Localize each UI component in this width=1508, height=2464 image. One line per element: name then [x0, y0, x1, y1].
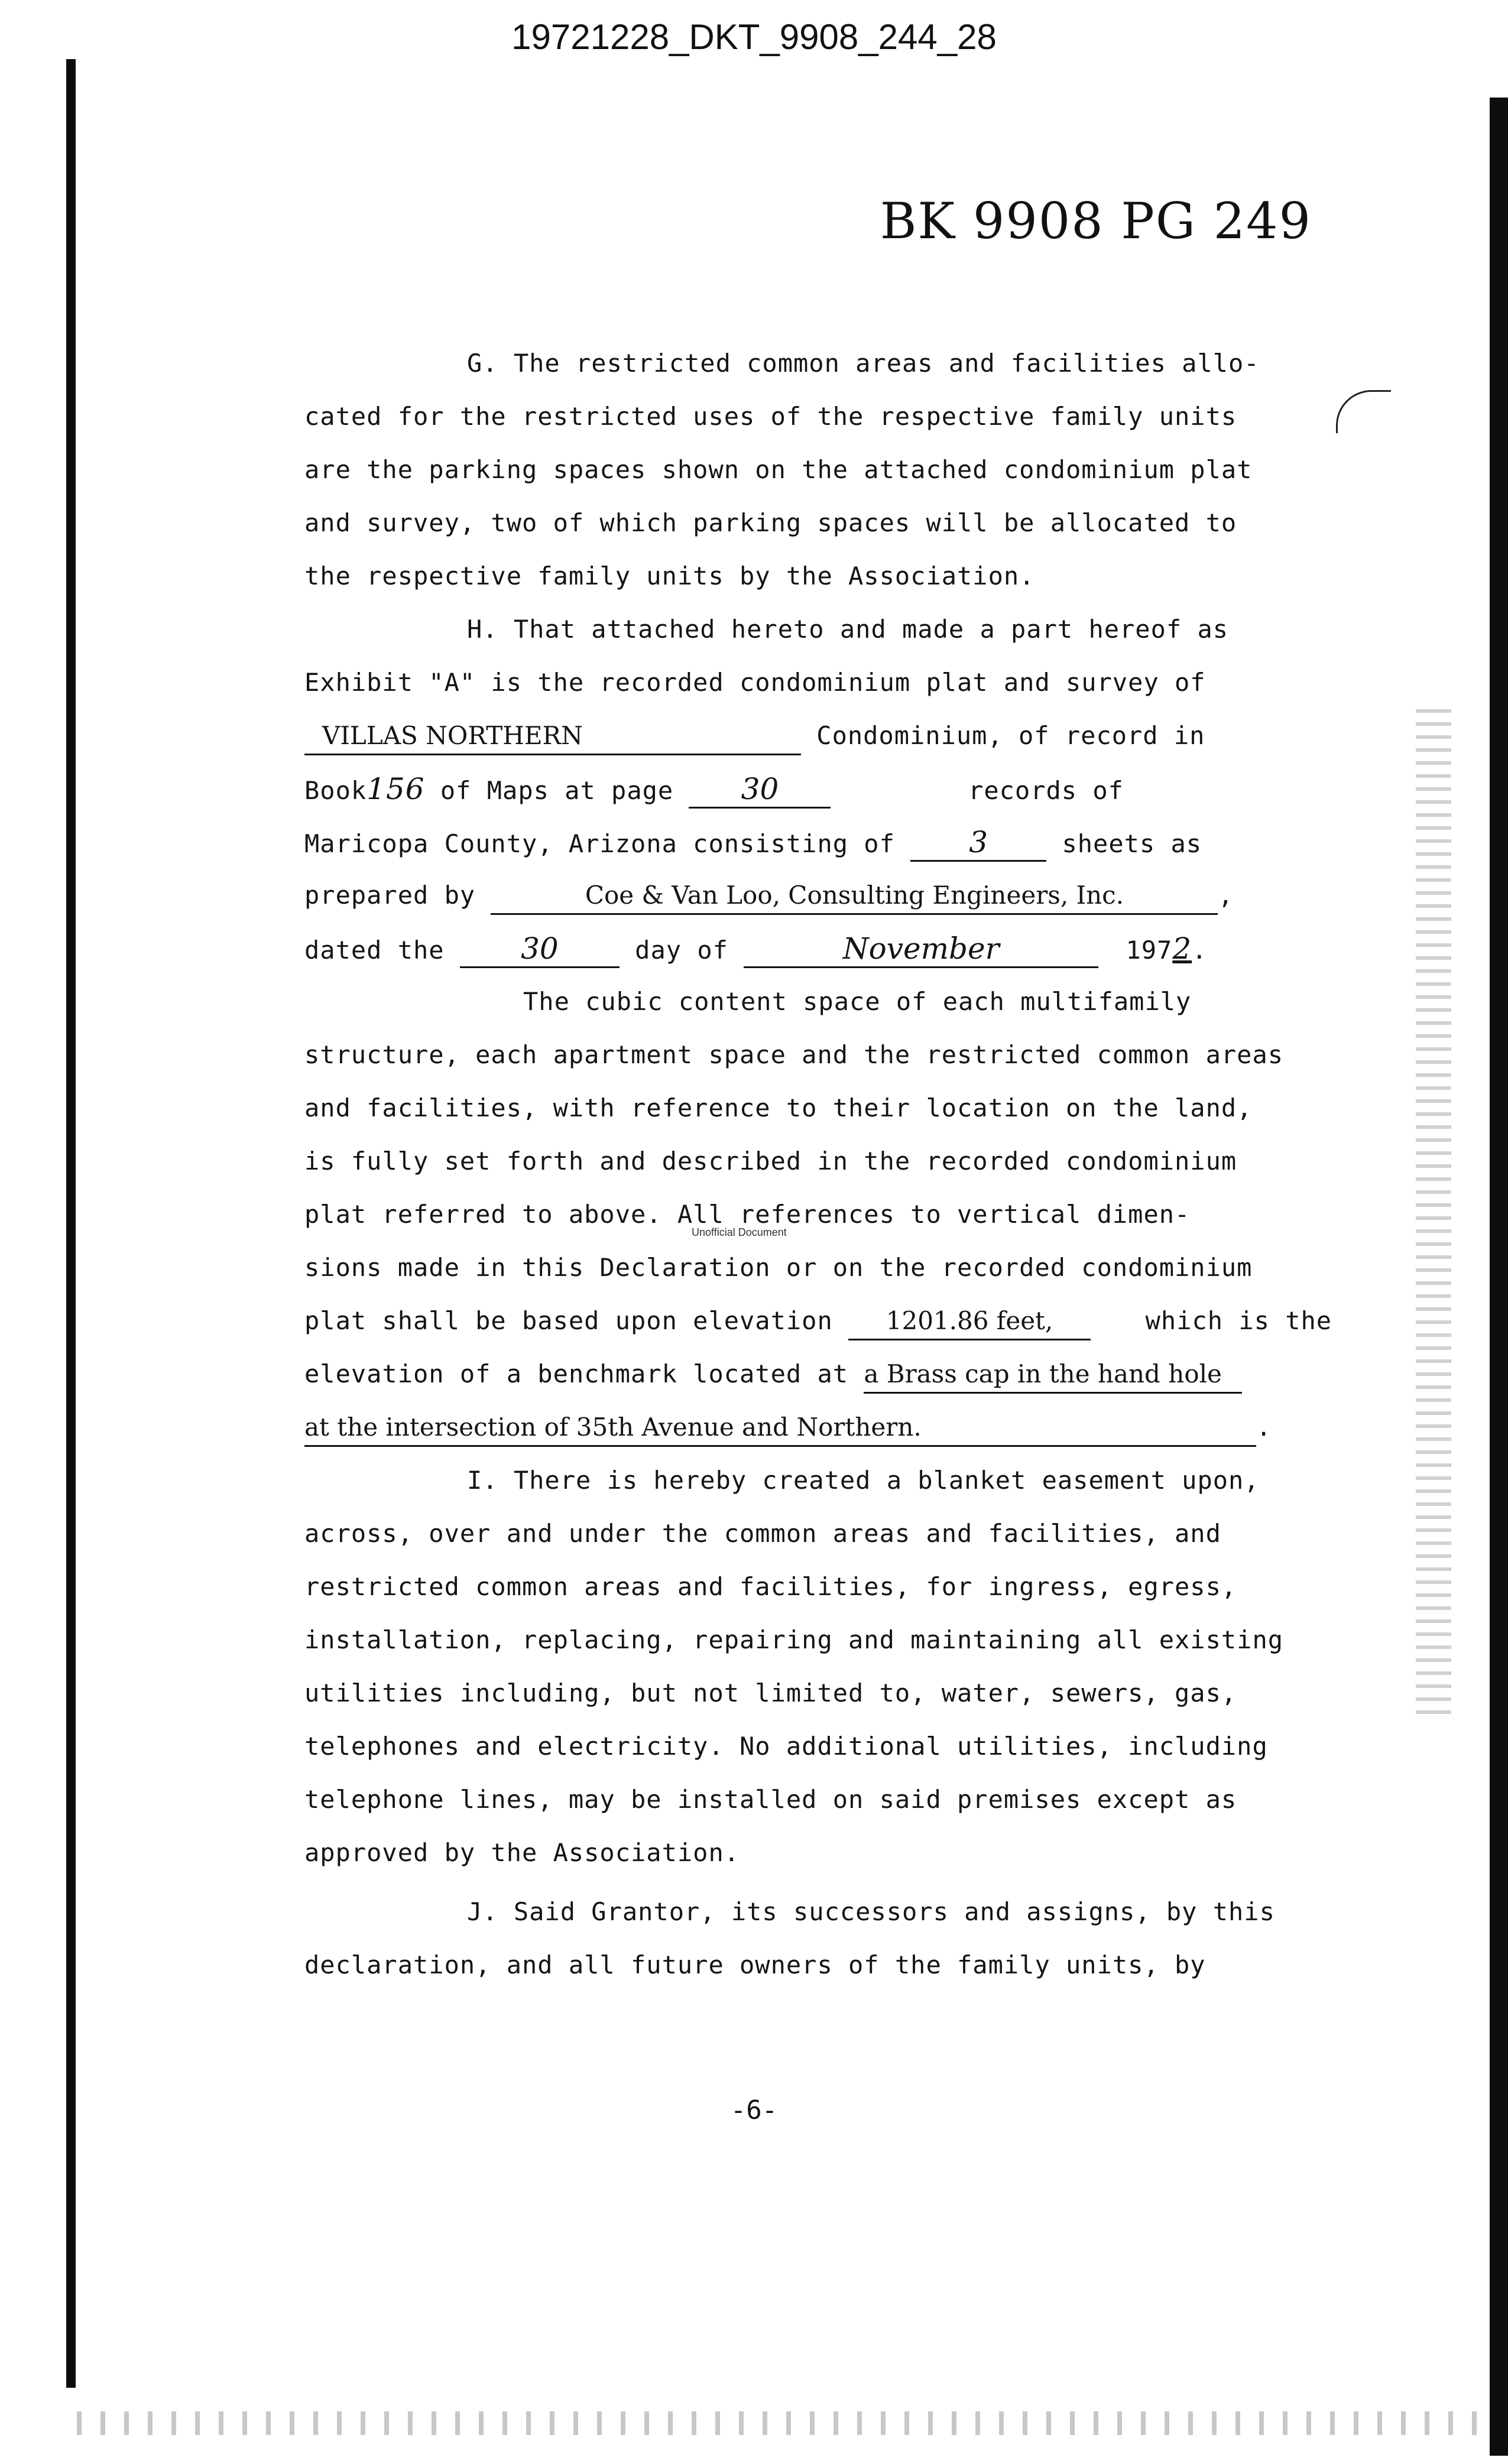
i-line-7: telephone lines, may be installed on said premises except as: [304, 1785, 1237, 1814]
i-line-4: installation, replacing, repairing and maintaining all existing: [304, 1625, 1284, 1654]
book-number-handwritten: 156: [367, 772, 425, 806]
h-line-5: [304, 824, 1202, 862]
i-line-3: restricted common areas and facilities, for ingress, egress,: [304, 1572, 1237, 1601]
h-line-3: [304, 718, 1205, 755]
year-prefix: 197: [1126, 936, 1173, 965]
elevation-suffix: which is the: [1145, 1306, 1332, 1335]
page-number: -6-: [730, 2095, 778, 2125]
cubic-line-5: plat referred to above. All references to vertical dimen-: [304, 1200, 1191, 1229]
book-label: Book: [304, 776, 367, 805]
i-line-2: across, over and under the common areas and facilities, and: [304, 1519, 1221, 1548]
cubic-line-2: structure, each apartment space and the restricted common areas: [304, 1040, 1284, 1069]
h-line-2: Exhibit "A" is the recorded condominium plat and survey of: [304, 668, 1206, 697]
g-line-4: and survey, two of which parking spaces will be allocated to: [304, 508, 1237, 537]
cubic-line-1: The cubic content space of each multifamily: [523, 987, 1192, 1016]
margin-mark: [1336, 390, 1391, 433]
i-line-1: I. There is hereby created a blanket easement upon,: [467, 1466, 1260, 1495]
preparer-field: Coe & Van Loo, Consulting Engineers, Inc.: [491, 878, 1218, 915]
g-line-1: G. The restricted common areas and facilities allo-: [467, 349, 1260, 378]
benchmark-line-2: at the intersection of 35th Avenue and Northern. .: [304, 1410, 1272, 1447]
g-line-5: the respective family units by the Association.: [304, 561, 1035, 590]
dated-label: dated the: [304, 936, 445, 965]
j-line-1: J. Said Grantor, its successors and assigns, by this: [467, 1897, 1275, 1926]
h-line-4: [304, 771, 1124, 809]
elevation-value-field: 1201.86 feet,: [848, 1303, 1091, 1340]
benchmark-line: [304, 1356, 1242, 1394]
scan-edge-left: [66, 59, 76, 2388]
day-of-label: day of: [635, 936, 728, 965]
benchmark-label: elevation of a benchmark located at: [304, 1359, 849, 1388]
sheets-value-handwritten: 3: [910, 824, 1046, 862]
condo-suffix: Condominium, of record in: [816, 721, 1205, 750]
unofficial-watermark: Unofficial Document: [692, 1226, 787, 1238]
i-line-5: utilities including, but not limited to, water, sewers, gas,: [304, 1679, 1237, 1707]
j-line-2: declaration, and all future owners of the family units, by: [304, 1950, 1206, 1979]
cubic-line-3: and facilities, with reference to their location on the land,: [304, 1093, 1253, 1122]
condo-name-field: VILLAS NORTHERN: [304, 718, 801, 755]
h-line-7: dated the 30 day of November 1972.: [304, 931, 1207, 968]
scan-noise-bottom: [77, 2411, 1484, 2435]
month-value-handwritten: November: [744, 931, 1098, 968]
document-id: 19721228_DKT_9908_244_28: [511, 17, 997, 57]
page-value-handwritten: 30: [689, 771, 831, 809]
h-line-1: H. That attached hereto and made a part hereof as: [467, 615, 1229, 644]
g-line-2: cated for the restricted uses of the respective family units: [304, 402, 1237, 431]
elevation-line: [304, 1303, 1332, 1340]
cubic-line-6: sions made in this Declaration or on the recorded condominium: [304, 1253, 1253, 1282]
maps-label: of Maps at page: [440, 776, 674, 805]
day-value-handwritten: 30: [460, 931, 620, 968]
benchmark-value-field: a Brass cap in the hand hole: [864, 1356, 1242, 1394]
g-line-3: are the parking spaces shown on the attached condominium plat: [304, 455, 1253, 484]
h-line-6: prepared by Coe & Van Loo, Consulting Engineers, Inc. ,: [304, 878, 1234, 915]
prepared-label: prepared by: [304, 881, 476, 910]
elevation-label: plat shall be based upon elevation: [304, 1306, 833, 1335]
scan-noise: [1416, 709, 1451, 1714]
benchmark-value-field-2: at the intersection of 35th Avenue and Northern.: [304, 1410, 1256, 1447]
year-digit-handwritten: 2: [1172, 931, 1192, 966]
sheets-label: sheets as: [1062, 829, 1202, 858]
book-page-stamp: BK 9908 PG 249: [880, 192, 1312, 250]
i-line-8: approved by the Association.: [304, 1838, 740, 1867]
records-of-label: records of: [968, 776, 1124, 805]
i-line-6: telephones and electricity. No additional utilities, including: [304, 1732, 1268, 1761]
county-label: Maricopa County, Arizona consisting of: [304, 829, 895, 858]
cubic-line-4: is fully set forth and described in the recorded condominium: [304, 1147, 1237, 1176]
